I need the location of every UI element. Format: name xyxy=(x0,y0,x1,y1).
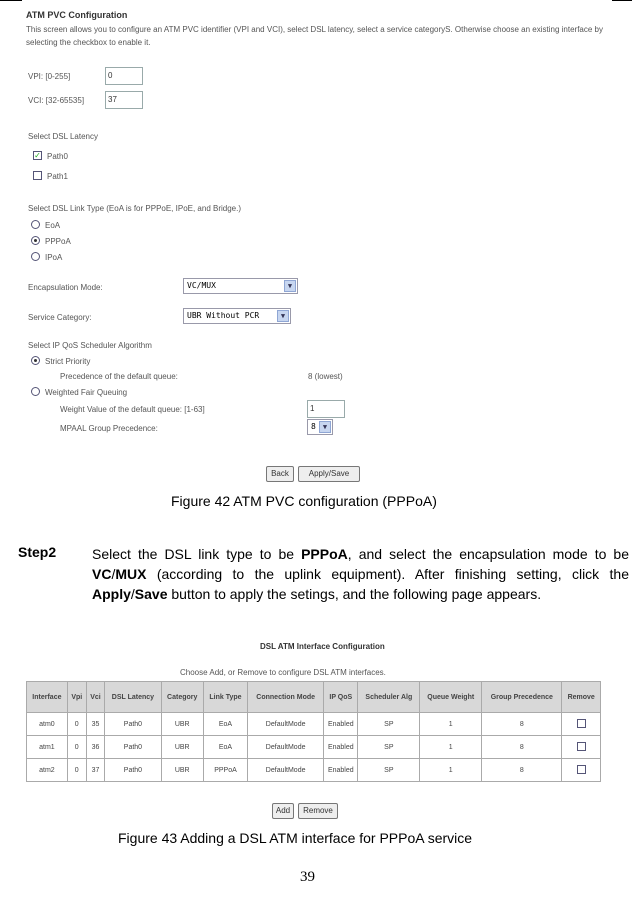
table-cell: 1 xyxy=(420,736,482,759)
remove-checkbox[interactable] xyxy=(577,719,586,728)
table-cell: Path0 xyxy=(105,736,161,759)
strict-priority-label: Strict Priority xyxy=(45,357,91,366)
table-cell: UBR xyxy=(161,736,203,759)
table-cell: 35 xyxy=(86,713,105,736)
mpaal-select[interactable] xyxy=(307,419,333,435)
table-cell: 36 xyxy=(86,736,105,759)
atm-pvc-title: ATM PVC Configuration xyxy=(26,10,128,20)
weight-label: Weight Value of the default queue: [1-63] xyxy=(60,405,205,414)
pppoa-label: PPPoA xyxy=(45,237,71,246)
qos-heading: Select IP QoS Scheduler Algorithm xyxy=(28,341,152,350)
table-cell: 8 xyxy=(482,713,562,736)
table-row xyxy=(27,713,601,736)
remove-button[interactable]: Remove xyxy=(298,803,338,819)
path1-label: Path1 xyxy=(47,172,68,181)
table-cell: 1 xyxy=(420,759,482,782)
remove-cell xyxy=(562,736,601,759)
table-cell: 37 xyxy=(86,759,105,782)
figure-42-caption: Figure 42 ATM PVC configuration (PPPoA) xyxy=(171,493,437,509)
vci-input[interactable]: 37 xyxy=(105,91,143,109)
remove-cell xyxy=(562,759,601,782)
mpaal-label: MPAAL Group Precedence: xyxy=(60,424,158,433)
mpaal-value: 8 xyxy=(311,422,316,431)
table-cell: UBR xyxy=(161,759,203,782)
table-cell: 8 xyxy=(482,759,562,782)
page-number: 39 xyxy=(300,869,315,885)
table-cell: DefaultMode xyxy=(248,713,324,736)
table-cell: SP xyxy=(358,736,420,759)
vpi-label: VPI: [0-255] xyxy=(28,72,71,81)
encapsulation-select[interactable] xyxy=(183,278,298,294)
top-right-rule xyxy=(612,0,632,1)
table-cell: Enabled xyxy=(324,713,358,736)
precedence-value: 8 (lowest) xyxy=(308,372,343,381)
step-paragraph: Select the DSL link type to be PPPoA, and select the encapsulation mode to be VC/MUX (according to the uplink equipment). After finishing setting, click the Apply/Save button to apply the setings, and the following page appears. xyxy=(92,546,629,602)
table-cell: EoA xyxy=(203,736,247,759)
chevron-down-icon: ▼ xyxy=(277,310,289,322)
column-header: Category xyxy=(161,682,203,713)
figure-43-caption: Figure 43 Adding a DSL ATM interface for PPPoA service xyxy=(118,830,473,846)
atm-interface-table xyxy=(26,681,601,782)
table-cell: 0 xyxy=(67,736,86,759)
precedence-label: Precedence of the default queue: xyxy=(60,372,178,381)
table-cell: PPPoA xyxy=(203,759,247,782)
service-category-select[interactable] xyxy=(183,308,291,324)
table-row xyxy=(27,759,601,782)
path0-checkbox[interactable]: ✓ xyxy=(34,151,41,160)
table-cell: 1 xyxy=(420,713,482,736)
chevron-down-icon: ▼ xyxy=(319,421,331,433)
atm-pvc-intro: This screen allows you to configure an ATM PVC identifier (VPI and VCI), select DSL latency, select a service categoryS. Otherwise choose an existing interface by selecting the checkbox to enable it. xyxy=(26,25,604,47)
table-cell: atm1 xyxy=(27,736,68,759)
latency-heading: Select DSL Latency xyxy=(28,132,98,141)
top-left-rule xyxy=(0,0,22,1)
path0-label: Path0 xyxy=(47,152,68,161)
weight-input[interactable]: 1 xyxy=(307,400,345,418)
table-cell: Path0 xyxy=(105,759,161,782)
encapsulation-value: VC/MUX xyxy=(187,281,216,290)
column-header: DSL Latency xyxy=(105,682,161,713)
column-header: Vpi xyxy=(67,682,86,713)
remove-checkbox[interactable] xyxy=(577,742,586,751)
ipoa-radio[interactable] xyxy=(31,252,40,261)
service-category-label: Service Category: xyxy=(28,313,92,322)
dsl-atm-title: DSL ATM Interface Configuration xyxy=(260,642,385,651)
apply-save-button[interactable]: Apply/Save xyxy=(298,466,360,482)
vpi-input[interactable]: 0 xyxy=(105,67,143,85)
column-header: Group Precedence xyxy=(482,682,562,713)
chevron-down-icon: ▼ xyxy=(284,280,296,292)
column-header: Connection Mode xyxy=(248,682,324,713)
dsl-atm-subtitle: Choose Add, or Remove to configure DSL ATM interfaces. xyxy=(180,668,386,677)
link-type-heading: Select DSL Link Type (EoA is for PPPoE, IPoE, and Bridge.) xyxy=(28,204,241,213)
column-header: Vci xyxy=(86,682,105,713)
vci-label: VCI: [32-65535] xyxy=(28,96,85,105)
table-cell: UBR xyxy=(161,713,203,736)
column-header: Scheduler Alg xyxy=(358,682,420,713)
remove-checkbox[interactable] xyxy=(577,765,586,774)
column-header: Remove xyxy=(562,682,601,713)
table-cell: DefaultMode xyxy=(248,736,324,759)
table-cell: SP xyxy=(358,713,420,736)
table-cell: atm0 xyxy=(27,713,68,736)
column-header: Link Type xyxy=(203,682,247,713)
table-cell: 0 xyxy=(67,713,86,736)
table-cell: Path0 xyxy=(105,713,161,736)
table-cell: SP xyxy=(358,759,420,782)
table-cell: 0 xyxy=(67,759,86,782)
table-cell: atm2 xyxy=(27,759,68,782)
service-category-value: UBR Without PCR xyxy=(187,311,260,320)
add-button[interactable]: Add xyxy=(272,803,294,819)
table-cell: DefaultMode xyxy=(248,759,324,782)
eoa-label: EoA xyxy=(45,221,61,230)
ipoa-label: IPoA xyxy=(45,253,63,262)
table-cell: EoA xyxy=(203,713,247,736)
remove-cell xyxy=(562,713,601,736)
table-row xyxy=(27,736,601,759)
eoa-radio[interactable] xyxy=(31,220,40,229)
table-cell: Enabled xyxy=(324,736,358,759)
pppoa-radio[interactable] xyxy=(31,236,40,245)
column-header: Interface xyxy=(27,682,68,713)
column-header: Queue Weight xyxy=(420,682,482,713)
wfq-radio[interactable] xyxy=(31,387,40,396)
step-label: Step2 xyxy=(18,544,57,560)
wfq-label: Weighted Fair Queuing xyxy=(45,388,128,397)
table-cell: 8 xyxy=(482,736,562,759)
path1-checkbox[interactable] xyxy=(33,171,42,180)
strict-priority-radio[interactable] xyxy=(31,356,40,365)
back-button[interactable]: Back xyxy=(266,466,294,482)
column-header: IP QoS xyxy=(324,682,358,713)
table-cell: Enabled xyxy=(324,759,358,782)
encapsulation-label: Encapsulation Mode: xyxy=(28,283,103,292)
